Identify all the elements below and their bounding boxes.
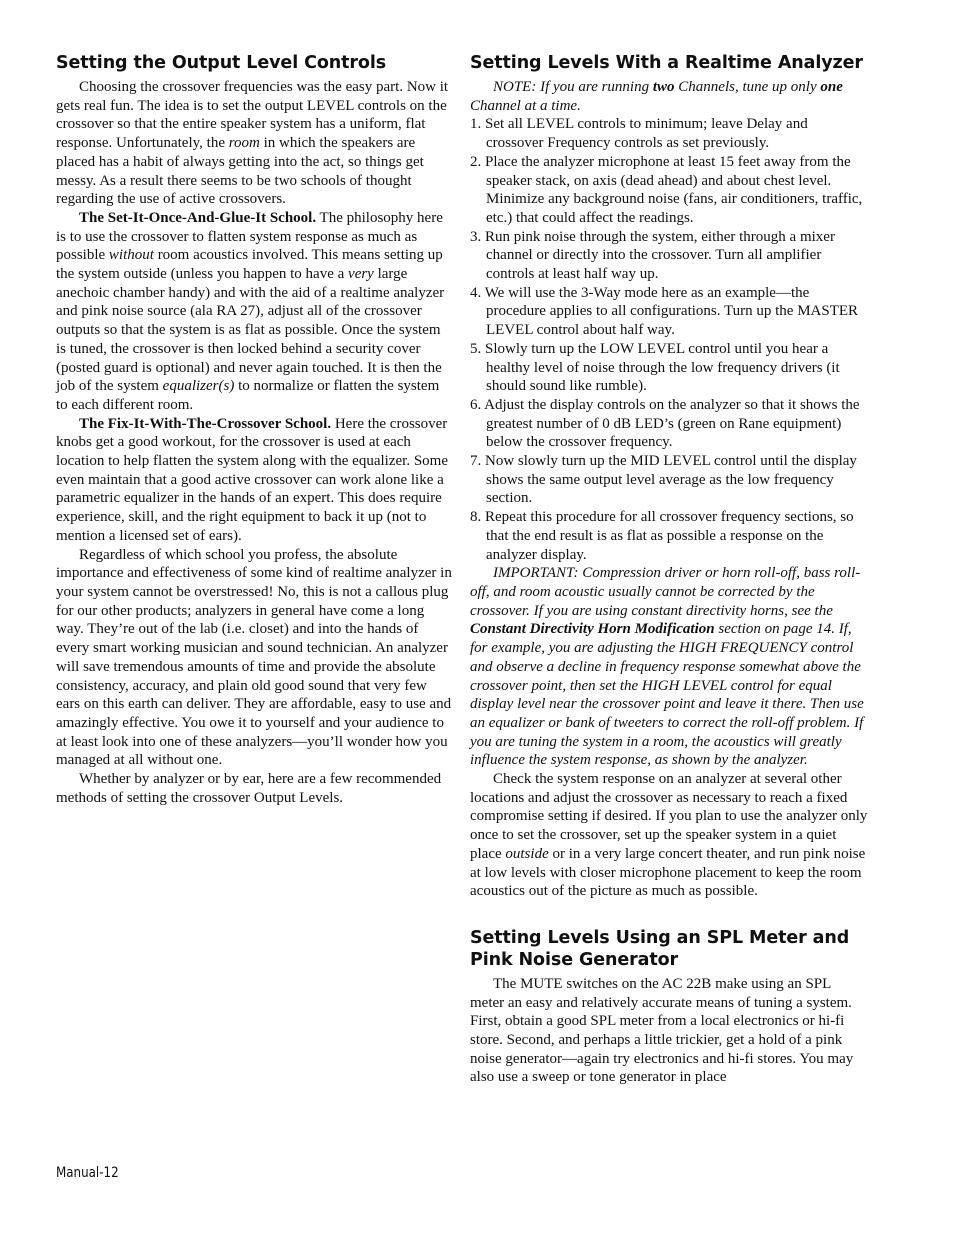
list-item: 8. Repeat this procedure for all crossover frequency sections, so that the end result is as flat as possible a response on the analyzer display. <box>470 509 854 563</box>
important-paragraph <box>470 564 868 770</box>
emphasis: one <box>820 79 843 95</box>
paragraph-intro <box>56 78 452 209</box>
text: section on page 14. If, for example, you are adjusting the HIGH FREQUENCY control and observe a decline in frequency response somewhat above the crossover point, then set the HIGH LEVEL control for equal display level near the crossover point and leave it there. Then use an equalizer or bank of tweeters to correct the roll-off problem. If you are tuning the system in a room, the acoustics will greatly influence the system response, as shown by the analyzer. <box>470 621 864 769</box>
emphasis: very <box>348 266 374 283</box>
section-heading-output-level: Setting the Output Level Controls <box>56 53 387 73</box>
page-number: Manual-12 <box>56 1165 119 1181</box>
list-item: 6. Adjust the display controls on the analyzer so that it shows the greatest number of 0 dB LED’s (green on Rane equipment) below the crossover frequency. <box>470 396 860 451</box>
section-heading-realtime-analyzer: Setting Levels With a Realtime Analyzer <box>470 53 863 73</box>
text: Here the crossover knobs get a good workout, for the crossover is used at each location to help flatten the system along with the equalizer. Some even maintain that a good active crossover can work alone like a parametric equalizer in the hands of an expert. This does require experience, skill, and the right equipment to back it up (not to mention a licensed set of ears). <box>56 415 448 544</box>
paragraph-check-response <box>470 770 868 901</box>
text: Channels, tune up only <box>674 79 821 95</box>
emphasis: equalizer(s) <box>162 378 235 395</box>
emphasis: Constant Directivity Horn Modification <box>470 621 715 638</box>
paragraph-analyzer-importance: Regardless of which school you profess, the absolute importance and effectiveness of some kind of realtime analyzer in your system cannot be overstressed! No, this is not a callous plug for our other products; analyzers in general have come a long way. They’re out of the lab (i.e. closet) and into the hands of every smart working musician and sound technician. An analyzer will save tremendous amounts of time and provide the absolute consistency, accuracy, and plain old good sound that very few ears on this earth can deliver. They are affordable, easy to use and amazingly effective. You owe it to yourself and your audience to at least look into one of these analyzers—you’ll wonder how you managed at all without one. <box>56 546 452 769</box>
paragraph-methods: Whether by analyzer or by ear, here are a few recommended methods of setting the crossover Output Levels. <box>56 771 442 806</box>
paragraph-set-it-once <box>56 209 452 415</box>
text: Check the system response on an analyzer at several other locations and adjust the crossover as necessary to reach a fixed compromise setting if desired. If you plan to use the analyzer only once to set the crossover, set up the speaker system in a quiet place <box>470 771 868 862</box>
list-item: 5. Slowly turn up the LOW LEVEL control until you hear a healthy level of noise through the low frequency drivers (it should sound like rumble). <box>470 340 840 395</box>
text: Choosing the crossover frequencies was the easy part. Now it gets real fun. The idea is to set the output LEVEL controls on the crossover so that the entire speaker system has a uniform, flat response. Unfortunately, the <box>56 79 449 152</box>
list-item: 3. Run pink noise through the system, either through a mixer channel or directly into the crossover. Turn all amplifier controls at least half way up. <box>470 228 835 283</box>
text: in which the speakers are placed has a habit of always getting into the act, so things get messy. As a result there seems to be two schools of thought regarding the use of active crossovers. <box>56 135 424 208</box>
list-item: 2. Place the analyzer microphone at least 15 feet away from the speaker stack, on axis (dead ahead) and about chest level. Minimize any background noise (fans, air conditioners, traffic, etc.) that could affect the readings. <box>470 153 863 226</box>
left-column <box>56 52 452 807</box>
paragraph-fix-it <box>56 415 452 546</box>
paragraph-spl: The MUTE switches on the AC 22B make using an SPL meter an easy and relatively accurate means of tuning a system. First, obtain a good SPL meter from a local electronics or hi-fi store. Second, and perhaps a little trickier, get a hold of a pink noise generator—again try electronics and hi-fi stores. You may also use a sweep or tone generator in place <box>470 975 854 1086</box>
procedure-steps <box>470 115 868 564</box>
text: to normalize or flatten the system to each different room. <box>56 378 440 413</box>
text: NOTE: If you are running <box>493 79 653 95</box>
emphasis: room <box>228 135 260 152</box>
text: The philosophy here is to use the crossover to flatten system response as much as possible <box>56 209 443 264</box>
run-in-heading: The Fix-It-With-The-Crossover School. <box>79 415 332 432</box>
emphasis: two <box>652 79 675 95</box>
text: room acoustics involved. This means setting up the system outside (unless you happen to have a <box>56 247 443 283</box>
list-item: 1. Set all LEVEL controls to minimum; leave Delay and crossover Frequency controls as set previously. <box>470 116 808 152</box>
list-item: 4. We will use the 3-Way mode here as an example—the procedure applies to all configurations. Turn up the MASTER LEVEL control about half way. <box>470 284 859 339</box>
text: large anechoic chamber handy) and with the aid of a realtime analyzer and pink noise source (ala RA 27), adjust all of the crossover outputs so that the system is as flat as possible. Once the system is tuned, the crossover is then locked behind a security cover (posted guard is optional) and never again touched. It is then the job of the system <box>56 266 445 395</box>
section-heading-spl-meter: Setting Levels Using an SPL Meter and Pink Noise Generator <box>470 927 850 970</box>
run-in-heading: The Set-It-Once-And-Glue-It School. <box>79 209 317 226</box>
right-column <box>470 52 868 1087</box>
emphasis: outside <box>505 845 549 862</box>
emphasis: without <box>108 247 154 264</box>
list-item: 7. Now slowly turn up the MID LEVEL control until the display shows the same output level average as the low frequency section. <box>470 453 857 507</box>
text: or in a very large concert theater, and run pink noise at low levels with closer microphone placement to keep the room acoustics out of the picture as much as possible. <box>470 845 866 900</box>
text: Channel at a time. <box>470 97 581 114</box>
note-paragraph <box>470 78 868 115</box>
text: IMPORTANT: Compression driver or horn roll-off, bass roll-off, and room acoustic usually cannot be corrected by the crossover. If you are using constant directivity horns, see the <box>470 565 861 619</box>
